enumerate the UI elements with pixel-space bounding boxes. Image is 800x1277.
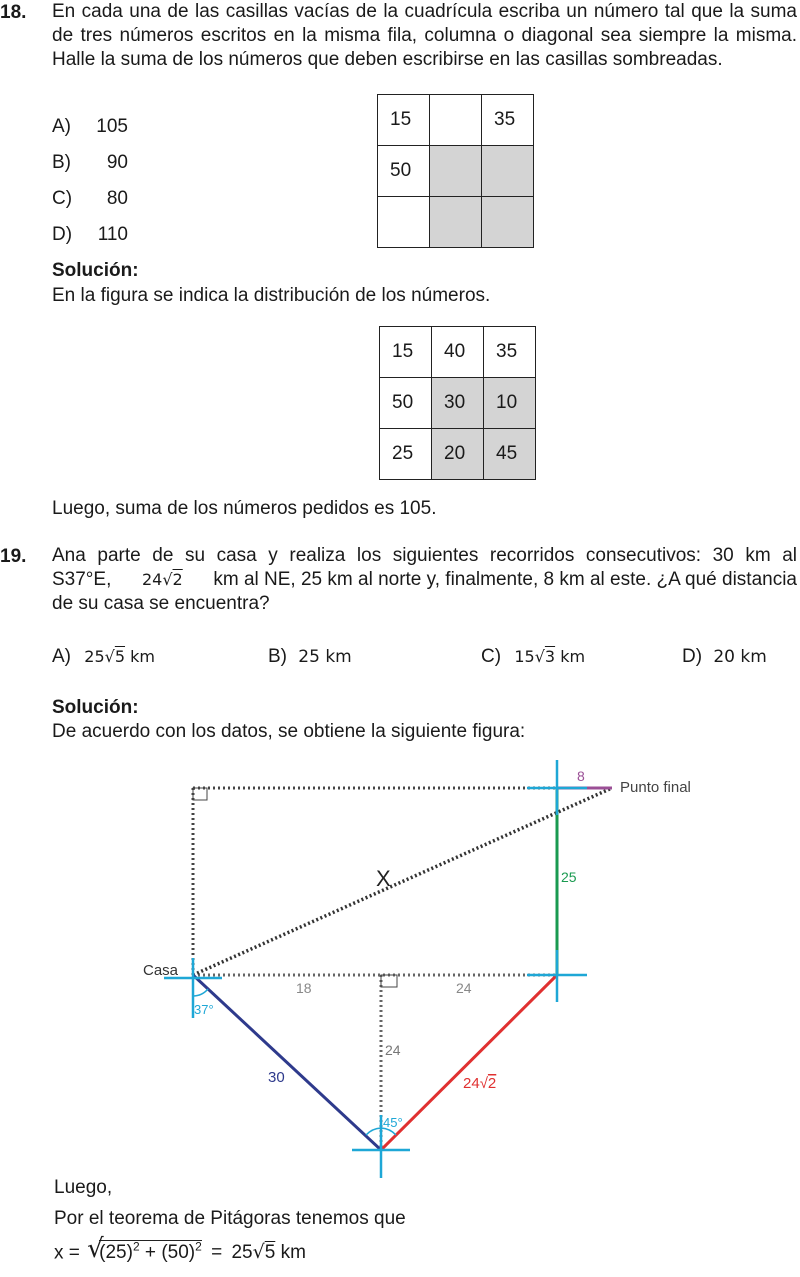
sqrt-symbol: √ <box>534 647 545 666</box>
formula-result <box>231 1242 305 1263</box>
label-punto-final: Punto final <box>620 779 691 796</box>
formula-lhs: x = <box>54 1242 80 1264</box>
label-24r2 <box>463 1075 496 1092</box>
label-24-vertical: 24 <box>385 1042 401 1058</box>
label-25: 25 <box>561 869 577 885</box>
label-24r2-coef: 24 <box>463 1075 480 1092</box>
grid-cell-shaded: 45 <box>484 429 536 480</box>
math-coef: 24 <box>141 570 163 589</box>
distance-x-line <box>193 788 612 975</box>
math-radicand: 2 <box>172 570 183 589</box>
math-coef: 25 <box>231 1242 253 1264</box>
option-letter: D) <box>52 224 73 245</box>
statement-fragment: km al NE, 25 km al norte y, finalmente, 8 km al este. ¿A qué distancia <box>213 569 797 590</box>
label-45: 45° <box>383 1115 403 1130</box>
option-value: 80 <box>106 188 128 209</box>
option-value: 90 <box>106 152 128 173</box>
q19-pitagoras: Por el teorema de Pitágoras tenemos que <box>54 1208 406 1229</box>
option-value: 20 km <box>713 647 767 667</box>
sqrt-symbol: √ <box>479 1075 488 1092</box>
formula-exponent: 2 <box>195 1240 202 1254</box>
formula-equals: = <box>211 1242 223 1264</box>
statement-line: Ana parte de su casa y realiza los siguientes recorridos consecutivos: 30 km al <box>52 545 797 566</box>
question-18-number: 18. <box>0 2 27 23</box>
q19-solution-label: Solución: <box>52 697 139 718</box>
option-letter: C) <box>481 646 502 667</box>
pythagoras-formula <box>54 1234 306 1274</box>
right-angle-mark-top <box>193 788 207 800</box>
q19-luego: Luego, <box>54 1177 113 1198</box>
path-24r2-line <box>381 975 557 1150</box>
label-x: X <box>376 866 391 891</box>
question-18-statement: En cada una de las casillas vacías de la cuadrícula escriba un número tal que la suma de tres números escritos en la misma fila, columna o diagonal sea siempre la misma. Halle la suma de los números que deben escribirse en las casillas sombreadas. <box>52 1 797 70</box>
math-coef: 15 <box>514 647 535 666</box>
option-letter: A) <box>52 646 71 667</box>
option-letter: C) <box>52 188 73 209</box>
sqrt-symbol: √ <box>104 647 115 666</box>
math-unit: km <box>130 647 155 666</box>
question-19-number: 19. <box>0 546 27 567</box>
label-18: 18 <box>296 980 312 996</box>
formula-exponent: 2 <box>132 1240 140 1254</box>
option-value: 110 <box>97 224 128 245</box>
grid-cell: 35 <box>484 327 536 378</box>
q19-solution-intro: De acuerdo con los datos, se obtiene la siguiente figura: <box>52 721 526 742</box>
q18-conclusion: Luego, suma de los números pedidos es 105. <box>52 498 437 519</box>
math-radicand: 5 <box>264 1242 276 1264</box>
formula-term: (50) <box>161 1242 196 1264</box>
angle-45-arc-left <box>366 1128 381 1135</box>
option-value: 25 km <box>298 647 352 667</box>
math-unit: km <box>560 647 586 666</box>
right-angle-mark-middle <box>381 975 397 987</box>
statement-fragment: S37°E, <box>52 569 112 590</box>
path-30-line <box>193 975 381 1150</box>
math-radicand: 5 <box>114 647 126 666</box>
sqrt-symbol: √ <box>87 1234 104 1264</box>
grid-cell: 15 <box>380 327 432 378</box>
angle-37-arc <box>193 989 208 996</box>
formula-radicand <box>99 1240 202 1263</box>
grid-cell: 25 <box>380 429 432 480</box>
grid-cell: 50 <box>380 378 432 429</box>
sqrt-symbol: √ <box>252 1241 265 1264</box>
grid-cell-shaded: 20 <box>432 429 484 480</box>
math-unit: km <box>280 1242 306 1264</box>
q18-solution-label: Solución: <box>52 260 139 281</box>
option-letter: B) <box>52 152 71 173</box>
label-24-horizontal: 24 <box>456 980 472 996</box>
grid-cell-shaded: 10 <box>484 378 536 429</box>
grid-cell: 35 <box>482 95 534 146</box>
label-8: 8 <box>577 768 585 784</box>
math-coef: 25 <box>84 647 105 666</box>
statement-line: de su casa se encuentra? <box>52 593 270 614</box>
label-24r2-radicand: 2 <box>487 1075 497 1092</box>
math-radicand: 3 <box>544 647 556 666</box>
option-letter: D) <box>682 646 703 667</box>
formula-term: (25) <box>99 1242 133 1264</box>
q18-solution-intro: En la figura se indica la distribución de los números. <box>52 285 491 306</box>
grid-cell: 40 <box>432 327 484 378</box>
option-letter: B) <box>268 646 287 667</box>
grid-cell: 15 <box>378 95 430 146</box>
grid-cell-shaded: 30 <box>432 378 484 429</box>
label-30: 30 <box>268 1069 285 1086</box>
option-letter: A) <box>52 116 71 137</box>
grid-cell: 50 <box>378 146 430 197</box>
label-casa: Casa <box>143 962 179 979</box>
formula-plus: + <box>144 1242 157 1264</box>
formula-sqrt <box>87 1234 202 1264</box>
option-value: 105 <box>96 116 128 137</box>
sqrt-symbol: √ <box>162 570 173 589</box>
label-37: 37° <box>194 1002 214 1017</box>
